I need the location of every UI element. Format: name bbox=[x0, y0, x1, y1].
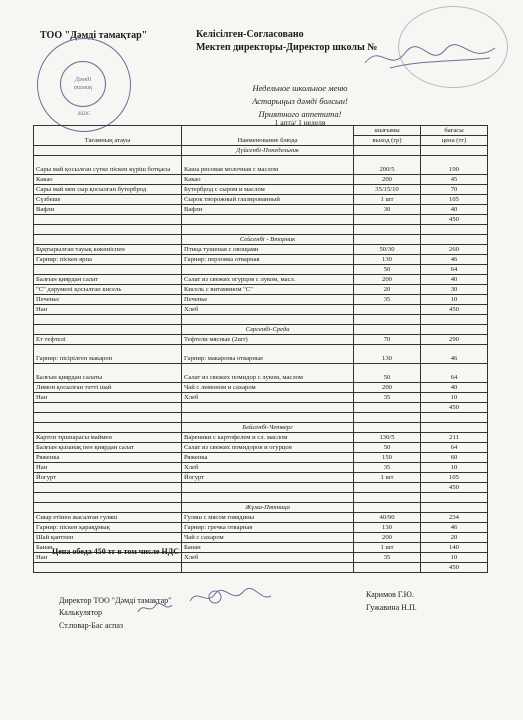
price: 211 bbox=[421, 433, 488, 443]
day-title: Сәрсенбі-Среда bbox=[182, 325, 354, 335]
agreed-label: Келісілген-Согласовано bbox=[196, 29, 304, 40]
dish-ru: Салат из свежих помидоров и огурцов bbox=[182, 443, 354, 453]
dish-kz: Сары май қосылған сүтке піскен күріш ботқасы bbox=[34, 156, 182, 175]
dish-kz: Сиыр етінен жасалған гуляш bbox=[34, 513, 182, 523]
dish-ru: Хлеб bbox=[182, 553, 354, 563]
table-row bbox=[34, 403, 488, 413]
price: 260 bbox=[421, 245, 488, 255]
footer-chef: Ст.повар-Бас аспаз bbox=[59, 621, 124, 630]
signature-calculator bbox=[135, 600, 175, 616]
dish-kz: Лимон қосылған тәтті шай bbox=[34, 383, 182, 393]
menu-table bbox=[33, 125, 488, 573]
dish-ru: Вафли bbox=[182, 205, 354, 215]
day-spacer-cell bbox=[421, 146, 488, 156]
portion-size: 35 bbox=[354, 553, 421, 563]
spacer-row bbox=[34, 225, 488, 235]
table-row bbox=[34, 345, 488, 364]
col-header-out-ru: выход (гр) bbox=[354, 136, 421, 146]
dish-ru: Салат из свежих огурцов с луком, масл. bbox=[182, 275, 354, 285]
dish-ru: Печенье bbox=[182, 295, 354, 305]
price: 10 bbox=[421, 295, 488, 305]
dish-ru: Гарнир: гречка отварная bbox=[182, 523, 354, 533]
table-row bbox=[34, 245, 488, 255]
table-row bbox=[34, 275, 488, 285]
day-spacer-cell bbox=[34, 503, 182, 513]
dish-kz: Картоп тұшпарасы маймен bbox=[34, 433, 182, 443]
portion-size: 130 bbox=[354, 255, 421, 265]
dish-kz: Сары май мен сыр қосылған бутерброд bbox=[34, 185, 182, 195]
dish-ru bbox=[182, 403, 354, 413]
dish-kz: Сүзбеше bbox=[34, 195, 182, 205]
portion-size: 20 bbox=[354, 285, 421, 295]
portion-size: 200 bbox=[354, 533, 421, 543]
spacer-row bbox=[34, 315, 488, 325]
dish-ru: Кисель с витамином "С" bbox=[182, 285, 354, 295]
dish-ru: Бутерброд с сыром и маслом bbox=[182, 185, 354, 195]
dish-kz: Балғын қиярдан салаты bbox=[34, 364, 182, 383]
dish-kz: Ряженка bbox=[34, 453, 182, 463]
table-row bbox=[34, 205, 488, 215]
dish-ru: Тефтели мясные (2шт) bbox=[182, 335, 354, 345]
col-header-price-ru: цена (тг) bbox=[421, 136, 488, 146]
dish-ru: Ряженка bbox=[182, 453, 354, 463]
stamp-bottom-text: ЖШС bbox=[77, 112, 91, 117]
portion-size bbox=[354, 403, 421, 413]
empty-cell bbox=[182, 225, 354, 235]
day-spacer-cell bbox=[354, 325, 421, 335]
day-title: Дүйсенбі-Понедельник bbox=[182, 146, 354, 156]
day-spacer-cell bbox=[34, 423, 182, 433]
price: 10 bbox=[421, 553, 488, 563]
stamp-center-line2: тамақ bbox=[73, 84, 93, 91]
title-line2: Астарыңыз дәмді болсын! bbox=[252, 96, 348, 106]
table-row bbox=[34, 483, 488, 493]
dish-ru: Чай с лимоном и сахаром bbox=[182, 383, 354, 393]
dish-ru: Птица тушеная с овощами bbox=[182, 245, 354, 255]
director-signature bbox=[360, 38, 500, 78]
portion-size: 130 bbox=[354, 345, 421, 364]
portion-size: 30 bbox=[354, 205, 421, 215]
portion-size: 1 шт bbox=[354, 195, 421, 205]
day-spacer-cell bbox=[421, 503, 488, 513]
day-spacer-cell bbox=[34, 146, 182, 156]
day-spacer-cell bbox=[354, 235, 421, 245]
dish-kz: Балғын қызанақ пен қиярдан салат bbox=[34, 443, 182, 453]
dish-ru: Банан bbox=[182, 543, 354, 553]
table-row bbox=[34, 533, 488, 543]
price: 450 bbox=[421, 563, 488, 573]
dish-ru: Хлеб bbox=[182, 305, 354, 315]
dish-ru: Йогурт bbox=[182, 473, 354, 483]
director-label: Мектеп директоры-Директор школы № bbox=[196, 42, 378, 53]
portion-size: 200/5 bbox=[354, 156, 421, 175]
table-row bbox=[34, 383, 488, 393]
dish-kz: Нан bbox=[34, 553, 182, 563]
dish-kz: Гарнир: пісірілген макарон bbox=[34, 345, 182, 364]
portion-size: 35 bbox=[354, 295, 421, 305]
portion-size: 130 bbox=[354, 523, 421, 533]
dish-ru: Сырок творожный глазированный bbox=[182, 195, 354, 205]
empty-cell bbox=[354, 315, 421, 325]
day-spacer-cell bbox=[421, 325, 488, 335]
empty-cell bbox=[182, 493, 354, 503]
table-row bbox=[34, 563, 488, 573]
table-row bbox=[34, 473, 488, 483]
dish-kz: Гарнир: піскен қарақұмық bbox=[34, 523, 182, 533]
table-row bbox=[34, 433, 488, 443]
spacer-row bbox=[34, 493, 488, 503]
dish-kz: Нан bbox=[34, 463, 182, 473]
table-row bbox=[34, 393, 488, 403]
table-row bbox=[34, 305, 488, 315]
table-row bbox=[34, 175, 488, 185]
footer-name1: Каримов Г.Ю. bbox=[366, 590, 414, 599]
portion-size: 50 bbox=[354, 443, 421, 453]
empty-cell bbox=[182, 315, 354, 325]
price: 46 bbox=[421, 523, 488, 533]
price: 20 bbox=[421, 533, 488, 543]
table-row bbox=[34, 335, 488, 345]
day-header-row bbox=[34, 423, 488, 433]
empty-cell bbox=[182, 413, 354, 423]
title-line1: Недельное школьное меню bbox=[252, 83, 348, 93]
price-note: Цена обеда 450 тг в том числе НДС bbox=[52, 547, 179, 556]
portion-size: 40/90 bbox=[354, 513, 421, 523]
dish-kz bbox=[34, 265, 182, 275]
price: 234 bbox=[421, 513, 488, 523]
table-row bbox=[34, 185, 488, 195]
portion-size bbox=[354, 483, 421, 493]
dish-kz: "С" дәруменi қосылған кисель bbox=[34, 285, 182, 295]
price: 105 bbox=[421, 195, 488, 205]
table-row bbox=[34, 255, 488, 265]
table-row bbox=[34, 156, 488, 175]
price: 105 bbox=[421, 473, 488, 483]
table-row bbox=[34, 265, 488, 275]
dish-ru: Гарнир: макароны отварные bbox=[182, 345, 354, 364]
empty-cell bbox=[34, 493, 182, 503]
price: 450 bbox=[421, 215, 488, 225]
empty-cell bbox=[34, 413, 182, 423]
footer-director: Директор ТОО "Дәмді тамақтар" bbox=[59, 596, 172, 605]
col-header-kz: Тағамның атауы bbox=[34, 126, 182, 146]
dish-kz: Йогурт bbox=[34, 473, 182, 483]
portion-size: 200 bbox=[354, 175, 421, 185]
price: 450 bbox=[421, 403, 488, 413]
price: 46 bbox=[421, 345, 488, 364]
price: 70 bbox=[421, 185, 488, 195]
day-spacer-cell bbox=[354, 146, 421, 156]
price: 45 bbox=[421, 175, 488, 185]
dish-kz: Балғын қиярдан салат bbox=[34, 275, 182, 285]
dish-kz: Банан bbox=[34, 543, 182, 553]
day-header-row bbox=[34, 235, 488, 245]
footer-calculator: Калькулятор bbox=[59, 608, 102, 617]
dish-ru bbox=[182, 563, 354, 573]
dish-kz: Бұқтырылған тауық көкөніспен bbox=[34, 245, 182, 255]
day-spacer-cell bbox=[34, 325, 182, 335]
day-spacer-cell bbox=[354, 423, 421, 433]
portion-size: 50/30 bbox=[354, 245, 421, 255]
dish-ru: Какао bbox=[182, 175, 354, 185]
dish-kz: Печенье bbox=[34, 295, 182, 305]
dish-kz bbox=[34, 483, 182, 493]
table-row bbox=[34, 285, 488, 295]
day-header-row bbox=[34, 325, 488, 335]
day-spacer-cell bbox=[421, 235, 488, 245]
empty-cell bbox=[421, 413, 488, 423]
price: 190 bbox=[421, 156, 488, 175]
dish-ru: Чай с сахаром bbox=[182, 533, 354, 543]
price: 64 bbox=[421, 443, 488, 453]
price: 60 bbox=[421, 453, 488, 463]
empty-cell bbox=[354, 413, 421, 423]
portion-size: 130/5 bbox=[354, 433, 421, 443]
dish-kz bbox=[34, 563, 182, 573]
footer-name2: Гужавина Н.П. bbox=[366, 603, 417, 612]
empty-cell bbox=[421, 225, 488, 235]
day-spacer-cell bbox=[421, 423, 488, 433]
day-spacer-cell bbox=[354, 503, 421, 513]
stamp-center-line1: Дәмді bbox=[74, 76, 92, 83]
dish-kz: Какао bbox=[34, 175, 182, 185]
week-label: 1 апта/ 1 неделя bbox=[274, 118, 326, 127]
price: 40 bbox=[421, 383, 488, 393]
price: 450 bbox=[421, 483, 488, 493]
empty-cell bbox=[354, 225, 421, 235]
table-row bbox=[34, 364, 488, 383]
day-header-row bbox=[34, 146, 488, 156]
company-stamp bbox=[37, 38, 131, 132]
dish-ru: Гарнир: перловка отварная bbox=[182, 255, 354, 265]
dish-ru bbox=[182, 215, 354, 225]
portion-size: 35 bbox=[354, 463, 421, 473]
signature-director bbox=[185, 586, 275, 608]
portion-size: 35 bbox=[354, 393, 421, 403]
table-row bbox=[34, 513, 488, 523]
menu-body bbox=[34, 146, 488, 573]
day-title: Жұма-Пятница bbox=[182, 503, 354, 513]
portion-size: 70 bbox=[354, 335, 421, 345]
dish-kz: Вафли bbox=[34, 205, 182, 215]
price: 46 bbox=[421, 255, 488, 265]
col-header-price-kz: бағасы bbox=[421, 126, 488, 136]
dish-ru bbox=[182, 265, 354, 275]
table-row bbox=[34, 195, 488, 205]
portion-size: 200 bbox=[354, 383, 421, 393]
portion-size: 50 bbox=[354, 364, 421, 383]
dish-kz: Шай қантпен bbox=[34, 533, 182, 543]
dish-kz: Ет тефтелі bbox=[34, 335, 182, 345]
empty-cell bbox=[34, 225, 182, 235]
price: 290 bbox=[421, 335, 488, 345]
price: 64 bbox=[421, 364, 488, 383]
dish-ru bbox=[182, 483, 354, 493]
price: 40 bbox=[421, 275, 488, 285]
dish-kz bbox=[34, 403, 182, 413]
day-title: Бейсенбі-Четверг bbox=[182, 423, 354, 433]
empty-cell bbox=[421, 493, 488, 503]
portion-size: 35/15/10 bbox=[354, 185, 421, 195]
table-row bbox=[34, 463, 488, 473]
price: 10 bbox=[421, 463, 488, 473]
dish-kz: Нан bbox=[34, 305, 182, 315]
dish-ru: Гуляш с мясом говядины bbox=[182, 513, 354, 523]
dish-kz: Гарнир: піскен ярпа bbox=[34, 255, 182, 265]
table-row bbox=[34, 443, 488, 453]
dish-ru: Вареники с картофелем и сл. маслом bbox=[182, 433, 354, 443]
dish-ru: Хлеб bbox=[182, 393, 354, 403]
day-title: Сейсенбі - Вторник bbox=[182, 235, 354, 245]
col-header-out-kz: шығымы bbox=[354, 126, 421, 136]
dish-ru: Салат из свежих помидор с луком, маслом bbox=[182, 364, 354, 383]
empty-cell bbox=[34, 315, 182, 325]
title-line3: Приятного аппетита! bbox=[258, 109, 342, 119]
dish-ru: Каша рисовая молочная с маслом bbox=[182, 156, 354, 175]
dish-kz: Нан bbox=[34, 393, 182, 403]
portion-size: 150 bbox=[354, 453, 421, 463]
table-row bbox=[34, 215, 488, 225]
spacer-row bbox=[34, 413, 488, 423]
table-row bbox=[34, 295, 488, 305]
price: 40 bbox=[421, 205, 488, 215]
price: 140 bbox=[421, 543, 488, 553]
stamp-center bbox=[60, 61, 106, 107]
portion-size bbox=[354, 215, 421, 225]
portion-size bbox=[354, 305, 421, 315]
table-row bbox=[34, 523, 488, 533]
portion-size: 50 bbox=[354, 265, 421, 275]
dish-ru: Хлеб bbox=[182, 463, 354, 473]
price: 30 bbox=[421, 285, 488, 295]
empty-cell bbox=[421, 315, 488, 325]
price: 64 bbox=[421, 265, 488, 275]
price: 450 bbox=[421, 305, 488, 315]
portion-size bbox=[354, 563, 421, 573]
company-name: ТОО "Дәмді тамақтар" bbox=[40, 30, 148, 41]
portion-size: 1 шт bbox=[354, 473, 421, 483]
portion-size: 200 bbox=[354, 275, 421, 285]
price: 10 bbox=[421, 393, 488, 403]
portion-size: 1 шт bbox=[354, 543, 421, 553]
day-spacer-cell bbox=[34, 235, 182, 245]
table-row bbox=[34, 453, 488, 463]
day-header-row bbox=[34, 503, 488, 513]
empty-cell bbox=[354, 493, 421, 503]
dish-kz bbox=[34, 215, 182, 225]
col-header-ru: Наименование блюда bbox=[182, 126, 354, 146]
